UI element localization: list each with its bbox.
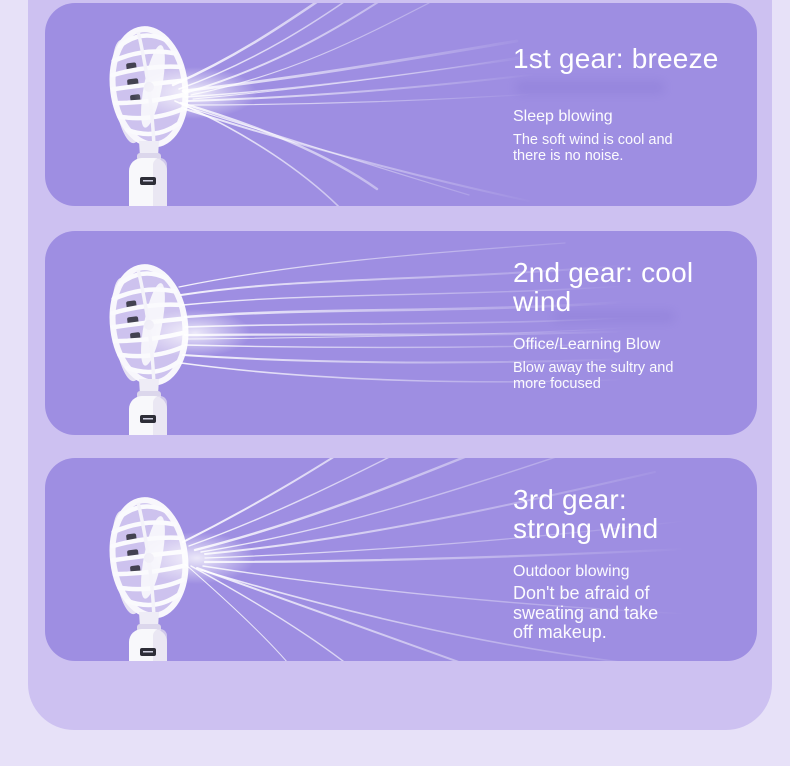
description-line: The soft wind is cool and — [513, 132, 673, 148]
card-title — [513, 485, 749, 563]
handheld-fan-image — [93, 25, 213, 206]
card-text-block — [513, 30, 749, 164]
description-line: Blow away the sultry and — [513, 360, 674, 376]
title-line: 2nd gear: cool — [513, 257, 694, 288]
card-subtitle: Outdoor blowing — [513, 563, 630, 580]
card-description — [513, 360, 749, 392]
card-title — [513, 30, 749, 108]
handheld-fan-image — [93, 496, 213, 661]
gear-card-1 — [45, 3, 757, 206]
description-line: more focused — [513, 376, 601, 392]
card-text-block — [513, 258, 749, 392]
card-text-block — [513, 485, 749, 643]
card-description — [513, 132, 749, 164]
description-line: sweating and take — [513, 602, 659, 623]
description-line: Don't be afraid of — [513, 583, 650, 603]
handheld-fan-image — [93, 263, 213, 435]
card-subtitle: Sleep blowing — [513, 108, 613, 125]
card-description — [513, 584, 749, 643]
title-line: strong wind — [513, 513, 659, 544]
description-line: there is no noise. — [513, 148, 624, 164]
card-title — [513, 258, 749, 336]
gear-card-2 — [45, 231, 757, 435]
description-line: off makeup. — [513, 622, 607, 642]
gear-card-3 — [45, 458, 757, 661]
title-line: 3rd gear: — [513, 484, 627, 515]
title-line: wind — [513, 286, 572, 317]
card-subtitle: Office/Learning Blow — [513, 336, 661, 353]
title-line: 1st gear: breeze — [513, 43, 719, 74]
